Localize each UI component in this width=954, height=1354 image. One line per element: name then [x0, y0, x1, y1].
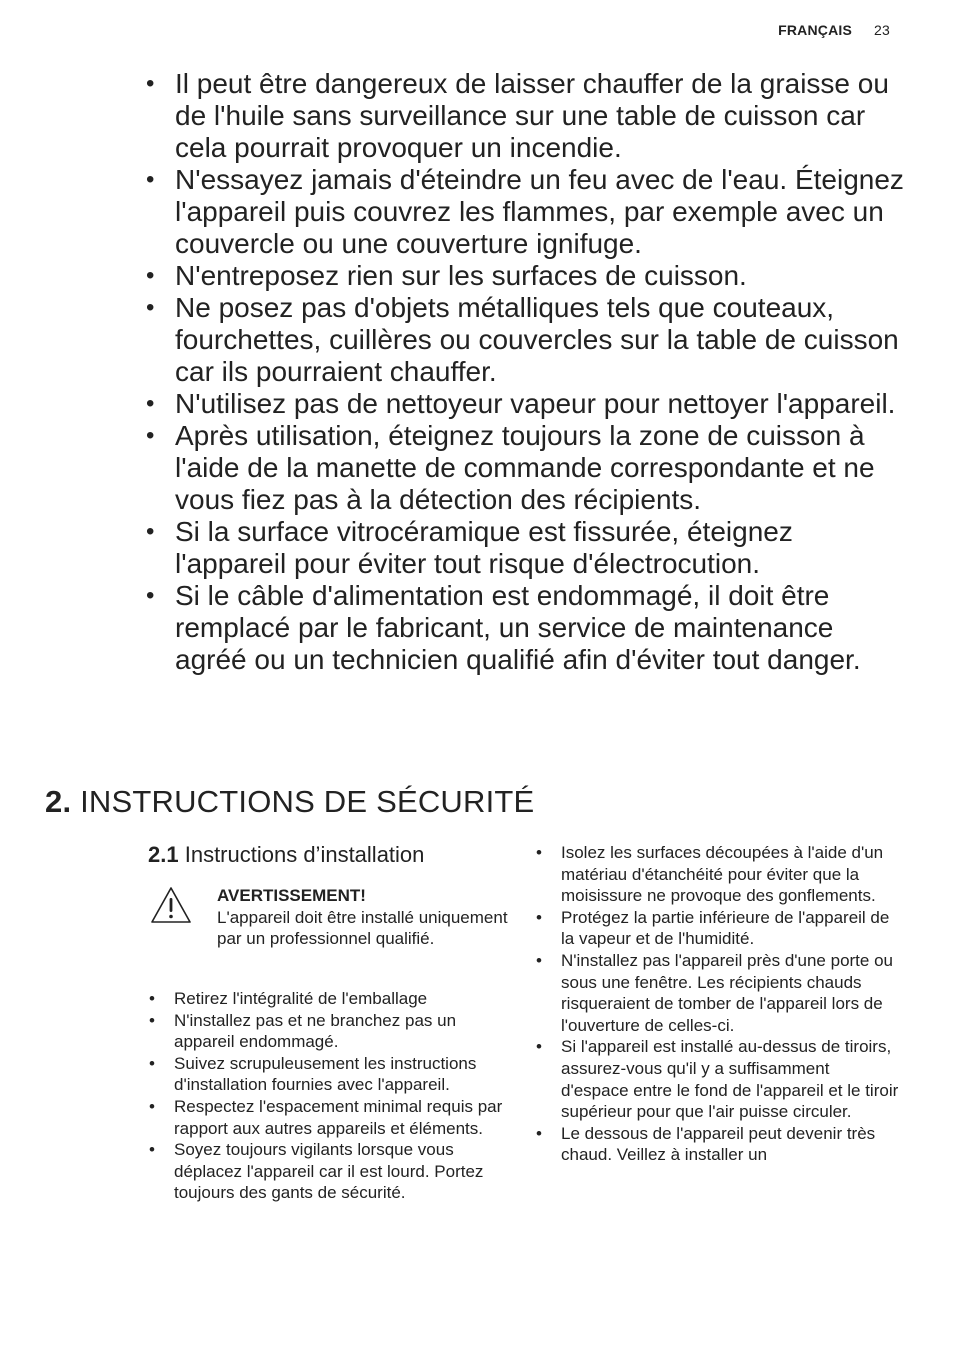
subsection-heading	[148, 842, 424, 868]
list-item: • Le dessous de l'appareil peut devenir très chaud. Veillez à installer un	[535, 1123, 900, 1166]
list-item: • Ne posez pas d'objets métalliques tels que couteaux, fourchettes, cuillères ou couvercles sur la table de cuisson car ils pourraient chauffer.	[146, 292, 906, 388]
warning-box	[150, 885, 510, 950]
subsection-title: Instructions d’installation	[184, 842, 425, 867]
list-item: • N'installez pas et ne branchez pas un appareil endommagé.	[148, 1010, 513, 1053]
installation-list-left	[148, 988, 513, 1204]
list-item: • N'utilisez pas de nettoyeur vapeur pour nettoyer l'appareil.	[146, 388, 906, 420]
list-item: • Suivez scrupuleusement les instructions d'installation fournies avec l'appareil.	[148, 1053, 513, 1096]
list-item: • Si le câble d'alimentation est endommagé, il doit être remplacé par le fabricant, un service de maintenance agréé ou un technicien qualifié afin d'éviter tout danger.	[146, 580, 906, 676]
installation-list-right	[535, 842, 900, 1166]
list-item: • Isolez les surfaces découpées à l'aide d'un matériau d'étanchéité pour éviter que la moisissure ne provoque des gonflements.	[535, 842, 900, 907]
list-item: • Si la surface vitrocéramique est fissurée, éteignez l'appareil pour éviter tout risque d'électrocution.	[146, 516, 906, 580]
subsection-number: 2.1	[148, 842, 179, 867]
list-item: • Soyez toujours vigilants lorsque vous déplacez l'appareil car il est lourd. Portez toujours des gants de sécurité.	[148, 1139, 513, 1204]
list-item: • Retirez l'intégralité de l'emballage	[148, 988, 513, 1010]
warning-heading: AVERTISSEMENT!	[217, 886, 366, 905]
section-title: INSTRUCTIONS DE SÉCURITÉ	[80, 784, 535, 819]
list-item: • Il peut être dangereux de laisser chauffer de la graisse ou de l'huile sans surveillance sur une table de cuisson car cela pourrait provoquer un incendie.	[146, 68, 906, 164]
list-item: • N'essayez jamais d'éteindre un feu avec de l'eau. Éteignez l'appareil puis couvrez les flammes, par exemple avec un couvercle ou une couverture ignifuge.	[146, 164, 906, 260]
warning-body: L'appareil doit être installé uniquement par un professionnel qualifié.	[217, 907, 508, 948]
page-header	[778, 22, 890, 38]
header-language: FRANÇAIS	[778, 22, 853, 38]
list-item: • N'entreposez rien sur les surfaces de cuisson.	[146, 260, 906, 292]
list-item: • Protégez la partie inférieure de l'appareil de la vapeur et de l'humidité.	[535, 907, 900, 950]
warning-triangle-icon	[150, 885, 192, 925]
list-item: • N'installez pas l'appareil près d'une porte ou sous une fenêtre. Les récipients chauds risqueraient de tomber de l'appareil lors de l'ouverture de celles-ci.	[535, 950, 900, 1036]
section-number: 2.	[45, 784, 72, 819]
page-number: 23	[874, 22, 890, 38]
section-heading	[45, 784, 534, 820]
list-item: • Si l'appareil est installé au-dessus de tiroirs, assurez-vous qu'il y a suffisamment d'espace entre le fond de l'appareil et le tiroir supérieur pour que l'air puisse circuler.	[535, 1036, 900, 1122]
list-item: • Après utilisation, éteignez toujours la zone de cuisson à l'aide de la manette de commande correspondante et ne vous fiez pas à la détection des récipients.	[146, 420, 906, 516]
safety-bullet-list	[146, 68, 906, 676]
warning-text-block	[217, 885, 510, 950]
list-item: • Respectez l'espacement minimal requis par rapport aux autres appareils et éléments.	[148, 1096, 513, 1139]
